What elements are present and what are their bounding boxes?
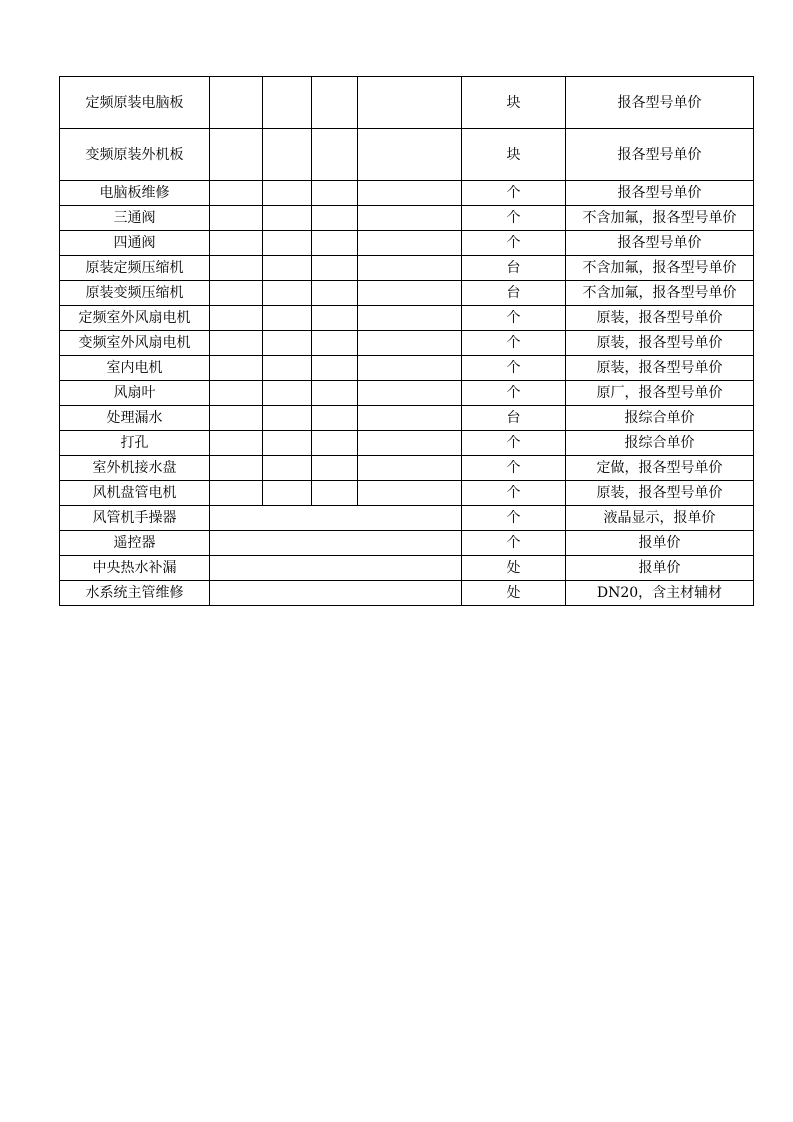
price-cell-2: [263, 206, 312, 231]
note-cell: 原装，报各型号单价: [566, 306, 754, 331]
table-row: [60, 356, 754, 381]
price-cell-3: [312, 456, 358, 481]
table-row: [60, 231, 754, 256]
price-cell-1: [210, 456, 263, 481]
price-cell-2: [263, 431, 312, 456]
table-row: [60, 581, 754, 606]
table-row: [60, 306, 754, 331]
price-cell-1: [210, 406, 263, 431]
price-cell-1: [210, 181, 263, 206]
note-cell: 报各型号单价: [566, 181, 754, 206]
unit-cell: 块: [462, 77, 566, 129]
price-cell-1: [210, 231, 263, 256]
price-cell-2: [263, 231, 312, 256]
unit-cell: 个: [462, 456, 566, 481]
price-cell-1: [210, 206, 263, 231]
price-cell-2: [263, 181, 312, 206]
note-cell: 原装，报各型号单价: [566, 356, 754, 381]
price-cell-merged: [210, 506, 462, 531]
note-cell: 原厂，报各型号单价: [566, 381, 754, 406]
table-row: [60, 206, 754, 231]
item-name-cell: 电脑板维修: [60, 181, 210, 206]
unit-cell: 个: [462, 206, 566, 231]
item-name-cell: 中央热水补漏: [60, 556, 210, 581]
price-cell-1: [210, 281, 263, 306]
note-cell: 定做，报各型号单价: [566, 456, 754, 481]
price-cell-2: [263, 481, 312, 506]
item-name-cell: 三通阀: [60, 206, 210, 231]
item-name-cell: 定频室外风扇电机: [60, 306, 210, 331]
price-cell-1: [210, 256, 263, 281]
price-cell-4: [358, 406, 462, 431]
price-cell-4: [358, 381, 462, 406]
price-cell-3: [312, 77, 358, 129]
price-cell-3: [312, 431, 358, 456]
item-name-cell: 原装变频压缩机: [60, 281, 210, 306]
table-row: [60, 531, 754, 556]
price-cell-4: [358, 206, 462, 231]
price-cell-4: [358, 77, 462, 129]
unit-cell: 个: [462, 531, 566, 556]
item-name-cell: 水系统主管维修: [60, 581, 210, 606]
table-row: [60, 431, 754, 456]
price-cell-2: [263, 77, 312, 129]
item-name-cell: 风管机手操器: [60, 506, 210, 531]
table-row: [60, 331, 754, 356]
price-cell-4: [358, 431, 462, 456]
item-name-cell: 原装定频压缩机: [60, 256, 210, 281]
price-cell-4: [358, 456, 462, 481]
price-table-body: [60, 77, 754, 606]
unit-cell: 台: [462, 256, 566, 281]
price-cell-4: [358, 129, 462, 181]
price-table: [59, 76, 754, 606]
table-row: [60, 281, 754, 306]
price-cell-2: [263, 129, 312, 181]
unit-cell: 台: [462, 406, 566, 431]
table-row: [60, 181, 754, 206]
table-row: [60, 77, 754, 129]
price-cell-3: [312, 356, 358, 381]
item-name-cell: 定频原装电脑板: [60, 77, 210, 129]
unit-cell: 个: [462, 381, 566, 406]
price-cell-merged: [210, 531, 462, 556]
price-cell-3: [312, 406, 358, 431]
price-cell-1: [210, 356, 263, 381]
note-cell: DN20，含主材辅材: [566, 581, 754, 606]
note-cell: 报单价: [566, 556, 754, 581]
unit-cell: 个: [462, 356, 566, 381]
table-row: [60, 481, 754, 506]
unit-cell: 个: [462, 306, 566, 331]
price-cell-1: [210, 77, 263, 129]
price-cell-merged: [210, 581, 462, 606]
note-cell: 原装，报各型号单价: [566, 331, 754, 356]
item-name-cell: 处理漏水: [60, 406, 210, 431]
item-name-cell: 变频室外风扇电机: [60, 331, 210, 356]
price-cell-merged: [210, 556, 462, 581]
price-cell-2: [263, 306, 312, 331]
price-cell-2: [263, 256, 312, 281]
price-cell-1: [210, 481, 263, 506]
note-cell: 液晶显示，报单价: [566, 506, 754, 531]
item-name-cell: 变频原装外机板: [60, 129, 210, 181]
note-cell: 报单价: [566, 531, 754, 556]
note-cell: 报各型号单价: [566, 231, 754, 256]
note-cell: 报各型号单价: [566, 129, 754, 181]
price-cell-2: [263, 456, 312, 481]
price-cell-1: [210, 306, 263, 331]
unit-cell: 个: [462, 506, 566, 531]
price-cell-3: [312, 206, 358, 231]
table-row: [60, 381, 754, 406]
price-cell-3: [312, 256, 358, 281]
table-row: [60, 456, 754, 481]
price-cell-4: [358, 356, 462, 381]
table-row: [60, 256, 754, 281]
table-row: [60, 506, 754, 531]
price-cell-4: [358, 256, 462, 281]
price-cell-2: [263, 406, 312, 431]
note-cell: 报各型号单价: [566, 77, 754, 129]
price-cell-4: [358, 331, 462, 356]
note-cell: 报综合单价: [566, 431, 754, 456]
item-name-cell: 室外机接水盘: [60, 456, 210, 481]
unit-cell: 块: [462, 129, 566, 181]
item-name-cell: 室内电机: [60, 356, 210, 381]
price-cell-3: [312, 306, 358, 331]
item-name-cell: 风机盘管电机: [60, 481, 210, 506]
item-name-cell: 遥控器: [60, 531, 210, 556]
price-cell-3: [312, 231, 358, 256]
price-cell-4: [358, 281, 462, 306]
price-cell-2: [263, 281, 312, 306]
price-cell-1: [210, 381, 263, 406]
price-cell-1: [210, 431, 263, 456]
item-name-cell: 打孔: [60, 431, 210, 456]
item-name-cell: 四通阀: [60, 231, 210, 256]
price-cell-3: [312, 481, 358, 506]
note-cell: 报综合单价: [566, 406, 754, 431]
unit-cell: 处: [462, 556, 566, 581]
unit-cell: 个: [462, 331, 566, 356]
table-row: [60, 556, 754, 581]
price-cell-1: [210, 331, 263, 356]
unit-cell: 处: [462, 581, 566, 606]
note-cell: 不含加氟，报各型号单价: [566, 256, 754, 281]
unit-cell: 个: [462, 481, 566, 506]
price-cell-3: [312, 281, 358, 306]
price-cell-3: [312, 381, 358, 406]
note-cell: 不含加氟，报各型号单价: [566, 281, 754, 306]
unit-cell: 个: [462, 181, 566, 206]
unit-cell: 个: [462, 231, 566, 256]
price-cell-3: [312, 129, 358, 181]
price-cell-4: [358, 481, 462, 506]
price-cell-4: [358, 181, 462, 206]
unit-cell: 个: [462, 431, 566, 456]
note-cell: 不含加氟，报各型号单价: [566, 206, 754, 231]
unit-cell: 台: [462, 281, 566, 306]
price-cell-3: [312, 331, 358, 356]
price-cell-2: [263, 331, 312, 356]
price-cell-4: [358, 231, 462, 256]
table-row: [60, 129, 754, 181]
price-cell-4: [358, 306, 462, 331]
price-cell-3: [312, 181, 358, 206]
price-cell-1: [210, 129, 263, 181]
price-cell-2: [263, 381, 312, 406]
note-cell: 原装，报各型号单价: [566, 481, 754, 506]
price-cell-2: [263, 356, 312, 381]
item-name-cell: 风扇叶: [60, 381, 210, 406]
table-row: [60, 406, 754, 431]
